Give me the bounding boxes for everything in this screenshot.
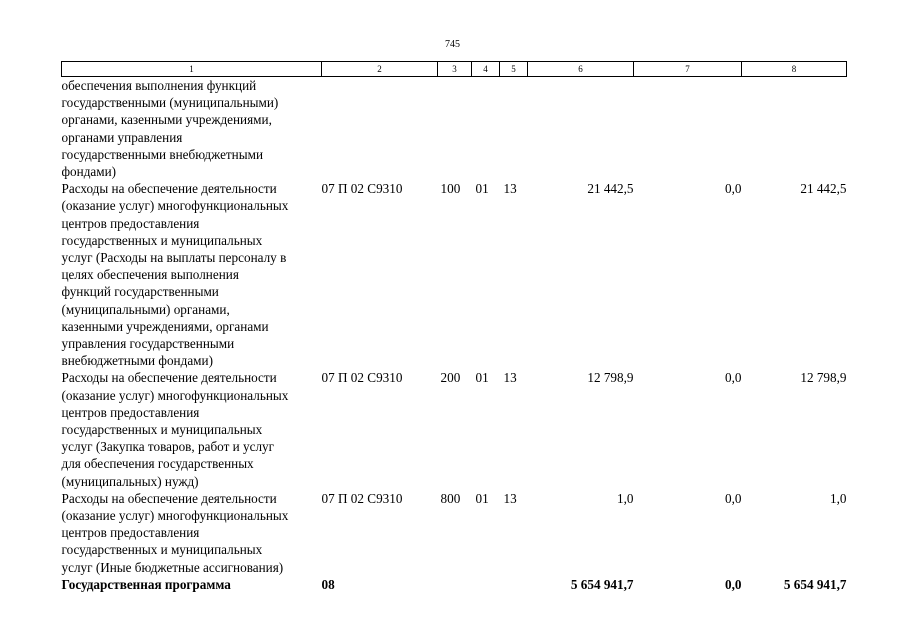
row-pr: 13 <box>503 370 517 386</box>
table-header <box>62 62 847 77</box>
text-line: услуг (Расходы на выплаты персоналу в <box>61 250 287 266</box>
text-line: Расходы на обеспечение деятельности <box>61 490 277 506</box>
row-vr: 200 <box>440 370 461 386</box>
row-rz: 01 <box>475 370 489 386</box>
total-row <box>62 576 847 593</box>
table-row <box>62 490 847 576</box>
page-number: 745 <box>445 39 460 50</box>
header-col-8: 8 <box>742 62 847 77</box>
text-line: Расходы на обеспечение деятельности <box>61 370 277 386</box>
row-vr: 800 <box>440 490 461 506</box>
row-pr: 13 <box>503 181 517 197</box>
total-col6: 5 654 941,7 <box>570 576 634 592</box>
row-col6: 12 798,9 <box>587 370 634 386</box>
text-line: государственных и муниципальных <box>61 422 263 438</box>
text-line: целях обеспечения выполнения <box>61 267 239 283</box>
table-body <box>62 77 847 594</box>
text-line: для обеспечения государственных <box>61 456 254 472</box>
total-col7: 0,0 <box>725 576 742 592</box>
header-col-7: 7 <box>634 62 742 77</box>
text-line: Расходы на обеспечение деятельности <box>61 181 277 197</box>
header-col-5: 5 <box>500 62 528 77</box>
row-name <box>62 369 322 489</box>
row-col7: 0,0 <box>725 490 742 506</box>
text-line: (оказание услуг) многофункциональных <box>61 387 289 403</box>
header-row <box>62 62 847 77</box>
header-col-1: 1 <box>62 62 322 77</box>
text-line: услуг (Закупка товаров, работ и услуг <box>61 439 275 455</box>
header-col-6: 6 <box>528 62 634 77</box>
text-line: государственными внебюджетными <box>61 146 264 162</box>
text-line: обеспечения выполнения функций <box>61 78 257 93</box>
text-line: услуг (Иные бюджетные ассигнования) <box>61 559 284 575</box>
text-line: управления государственными <box>61 336 235 352</box>
total-name: Государственная программа <box>61 576 231 592</box>
budget-table <box>61 61 847 593</box>
row-rz: 01 <box>475 490 489 506</box>
text-line: государственных и муниципальных <box>61 232 263 248</box>
text-line: органами управления <box>61 129 183 145</box>
row-name <box>62 490 322 576</box>
text-line: внебюджетными фондами) <box>61 353 213 369</box>
total-code: 08 <box>321 576 335 592</box>
header-col-2: 2 <box>322 62 438 77</box>
row-col7: 0,0 <box>725 370 742 386</box>
text-line: функций государственными <box>61 284 219 300</box>
row-rz: 01 <box>475 181 489 197</box>
table-row <box>62 180 847 369</box>
continuation-row <box>62 77 847 181</box>
text-line: центров предоставления <box>61 525 200 541</box>
text-line: центров предоставления <box>61 215 200 231</box>
text-line: (муниципальных) нужд) <box>61 473 199 489</box>
row-name <box>62 180 322 369</box>
text-line: казенными учреждениями, органами <box>61 318 269 334</box>
text-line: (муниципальными) органами, <box>61 301 230 317</box>
row-code: 07 П 02 С9310 <box>321 181 403 197</box>
row-col7: 0,0 <box>725 181 742 197</box>
row-pr: 13 <box>503 490 517 506</box>
row-vr: 100 <box>440 181 461 197</box>
text-line: государственными (муниципальными) <box>61 95 279 111</box>
text-line: (оказание услуг) многофункциональных <box>61 198 289 214</box>
row-col6: 1,0 <box>617 490 634 506</box>
table-row <box>62 369 847 489</box>
header-col-3: 3 <box>438 62 472 77</box>
continuation-text <box>62 77 322 181</box>
header-col-4: 4 <box>472 62 500 77</box>
row-code: 07 П 02 С9310 <box>321 490 403 506</box>
row-col8: 21 442,5 <box>800 181 847 197</box>
row-col6: 21 442,5 <box>587 181 634 197</box>
total-col8: 5 654 941,7 <box>783 576 847 592</box>
text-line: фондами) <box>61 164 117 180</box>
text-line: (оказание услуг) многофункциональных <box>61 508 289 524</box>
row-code: 07 П 02 С9310 <box>321 370 403 386</box>
text-line: государственных и муниципальных <box>61 542 263 558</box>
row-col8: 12 798,9 <box>800 370 847 386</box>
row-col8: 1,0 <box>830 490 847 506</box>
text-line: центров предоставления <box>61 404 200 420</box>
text-line: органами, казенными учреждениями, <box>61 112 272 128</box>
